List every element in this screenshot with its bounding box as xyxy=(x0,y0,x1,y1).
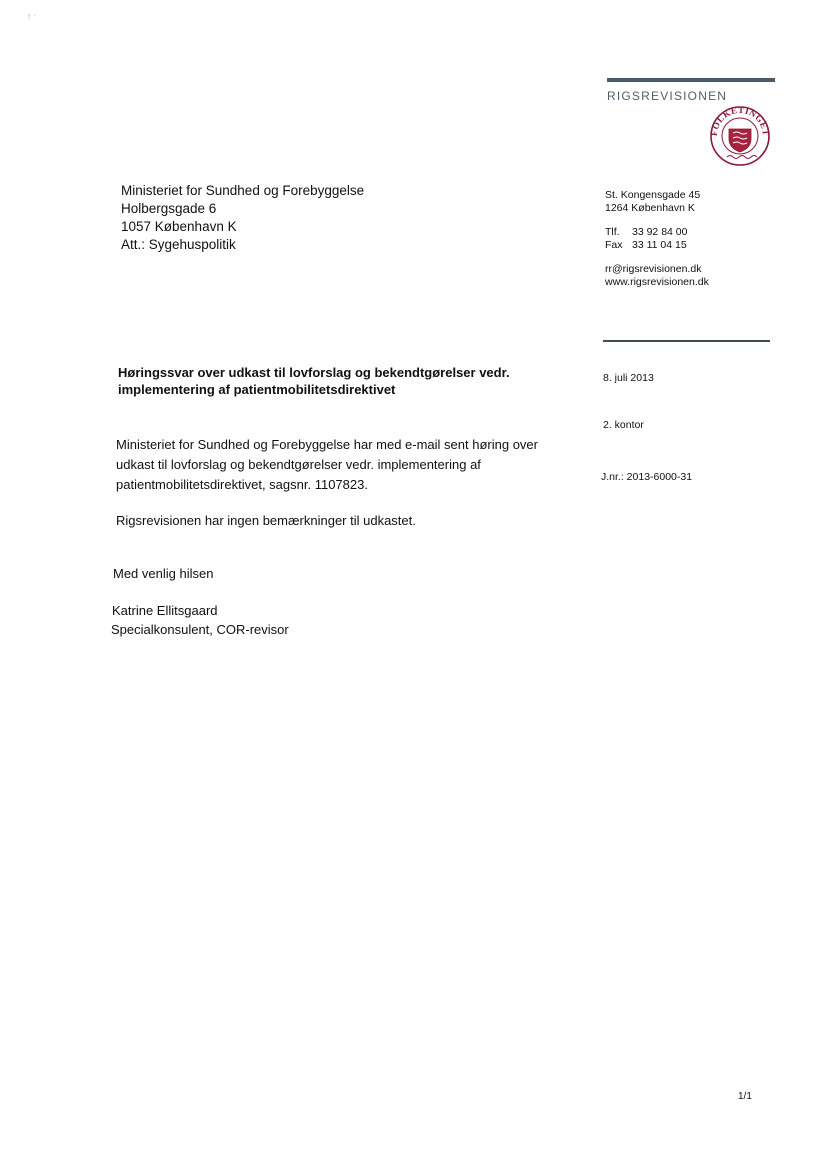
sender-website: www.rigsrevisionen.dk xyxy=(605,276,709,288)
sender-street: St. Kongensgade 45 xyxy=(605,189,701,201)
recipient-name: Ministeriet for Sundhed og Forebyggelse xyxy=(121,183,365,198)
signatory-name: Katrine Ellitsgaard xyxy=(112,603,218,618)
svg-text:FOLKETINGET: FOLKETINGET xyxy=(709,105,771,137)
fax-number: 33 11 04 15 xyxy=(632,239,687,251)
phone-number: 33 92 84 00 xyxy=(632,226,688,238)
section-rule xyxy=(603,340,770,342)
body-paragraph-1: Ministeriet for Sundhed og Forebyggelse har med e-mail sent høring over udkast til lovforslag og bekendtgørelser vedr. implementering af patientmobilitetsdirektivet, sagsnr. 1107823. xyxy=(116,437,538,492)
sender-phone xyxy=(605,226,709,239)
sender-fax xyxy=(605,239,709,252)
folketinget-seal-icon xyxy=(709,105,771,167)
sender-contact xyxy=(605,189,709,289)
recipient-street: Holbergsgade 6 xyxy=(121,201,217,216)
page-number: 1/1 xyxy=(738,1091,752,1102)
sender-city: 1264 København K xyxy=(605,202,695,214)
header-rule xyxy=(607,78,775,82)
closing-phrase: Med venlig hilsen xyxy=(113,566,214,581)
body-paragraph-2: Rigsrevisionen har ingen bemærkninger til udkastet. xyxy=(116,513,416,528)
letter-subject: Høringssvar over udkast til lovforslag og bekendtgørelser vedr. implementering af patientmobilitetsdirektivet xyxy=(118,365,510,397)
recipient-city: 1057 København K xyxy=(121,219,237,234)
sender-email: rr@rigsrevisionen.dk xyxy=(605,263,702,275)
brand-name: RIGSREVISIONEN xyxy=(607,89,728,103)
office-reference: 2. kontor xyxy=(603,419,644,431)
scan-mark: ᶠ ˈ xyxy=(28,14,37,25)
letter-date: 8. juli 2013 xyxy=(603,372,654,384)
phone-label: Tlf. xyxy=(605,226,620,238)
fax-label: Fax xyxy=(605,239,623,251)
journal-number: J.nr.: 2013-6000-31 xyxy=(601,471,693,483)
signatory-title: Specialkonsulent, COR-revisor xyxy=(111,622,289,637)
recipient-attention: Att.: Sygehuspolitik xyxy=(121,237,236,252)
recipient-address xyxy=(121,182,364,254)
